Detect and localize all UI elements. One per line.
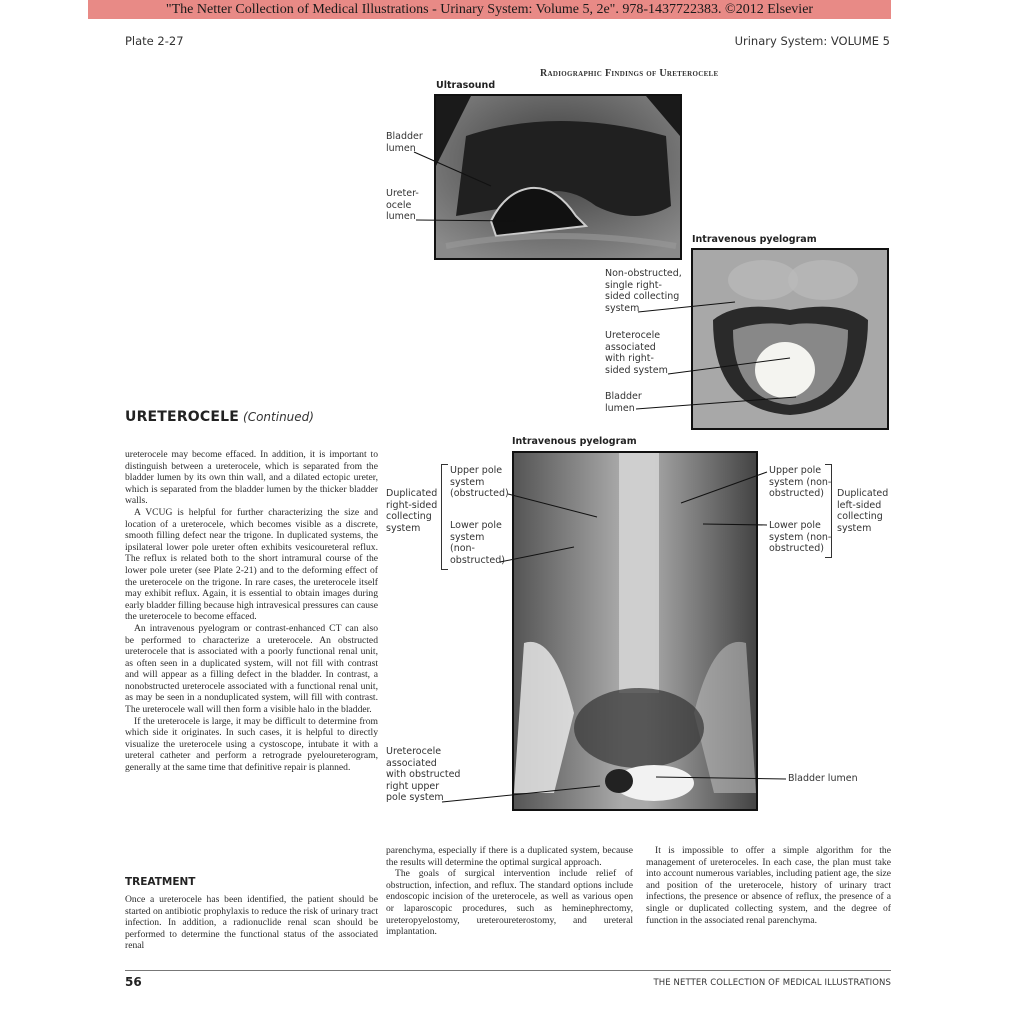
label-bladder-lumen-ivp1: Bladder lumen <box>605 391 642 414</box>
paragraph: A VCUG is helpful for further characterizing the size and location of a ureterocele, which becomes visible as a discrete, smooth filling defect near the trigone. In duplicated systems, the ipsilateral lower pole ureter often exhibits vesicoureteral reflux. The reflux is related both to the short intramural course of the lower pole ureter (see Plate 2-21) and to the deforming effect of the ureterocele on the trigone. In rare cases, the ureterocele itself may exhibit reflux. Again, it is essential to obtain images during early bladder filling because high intravesical pressures can cause the ureterocele to become effaced. <box>125 506 378 623</box>
section-continued: (Continued) <box>243 410 314 424</box>
ivp2-image <box>512 451 758 811</box>
page-number: 56 <box>125 975 142 989</box>
label-ureterocele-right: Ureterocele associated with right- sided system <box>605 330 668 376</box>
footer-rule <box>125 970 891 971</box>
label-right-upper-pole: Upper pole system (non- obstructed) <box>769 465 832 500</box>
column-1 <box>125 449 378 774</box>
treatment-paragraph: Once a ureterocele has been identified, the patient should be started on antibiotic prophylaxis to reduce the risk of urinary tract infection. In addition, a radionuclide renal scan should be performed to determine the functional status of the associated renal <box>125 894 378 952</box>
column-3 <box>646 845 891 926</box>
ultrasound-title: Ultrasound <box>436 80 496 91</box>
label-ureterocele-lumen-us: Ureter- ocele lumen <box>386 188 419 223</box>
label-bladder-lumen-ivp2: Bladder lumen <box>788 773 858 784</box>
label-ureterocele-obstructed: Ureterocele associated with obstructed right upper pole system <box>386 746 461 804</box>
plate-number: Plate 2-27 <box>125 34 184 48</box>
ivp1-title: Intravenous pyelogram <box>692 234 817 245</box>
label-right-lower-pole: Lower pole system (non- obstructed) <box>769 520 832 555</box>
column-2 <box>386 845 633 938</box>
bracket-right <box>825 464 832 558</box>
label-left-upper-pole: Upper pole system (obstructed) <box>450 465 509 500</box>
bracket-left <box>441 464 448 570</box>
paragraph: parenchyma, especially if there is a duplicated system, because the results will determine the optimal surgical approach. <box>386 845 633 868</box>
paragraph: It is impossible to offer a simple algorithm for the management of ureteroceles. In each case, the plan must take into account numerous variables, including patient age, the size and position of the ureterocele, history of urinary tract infections, the presence or absence of reflux, the presence of a single or duplicated collecting system, and the degree of function in the associated renal parenchyma. <box>646 845 891 926</box>
section-title: URETEROCELE <box>125 409 240 425</box>
label-duplicated-right: Duplicated right-sided collecting system <box>386 488 438 534</box>
footer-title: THE NETTER COLLECTION OF MEDICAL ILLUSTRATIONS <box>653 978 891 988</box>
paragraph: An intravenous pyelogram or contrast-enhanced CT can also be performed to characterize a ureterocele. An obstructed ureterocele that is associated with a poorly functional renal unit, as often seen in a duplicated system, will not fill with contrast and will appear as a filling defect in the bladder. In contrast, a nonobstructed ureterocele associated with a functional renal unit, as may be seen in a nonduplicated system, will fill with contrast. The ureterocele wall will then form a visible halo in the bladder. <box>125 622 378 716</box>
citation-banner: "The Netter Collection of Medical Illustrations - Urinary System: Volume 5, 2e". 978-1437722383. ©2012 Elsevier <box>88 0 891 19</box>
figure-title: Radiographic Findings of Ureterocele <box>540 68 719 79</box>
label-non-obstructed-system: Non-obstructed, single right- sided collecting system <box>605 268 682 314</box>
ultrasound-image <box>434 94 682 260</box>
volume-title: Urinary System: VOLUME 5 <box>734 34 890 48</box>
ivp1-image <box>691 248 889 430</box>
treatment-heading: TREATMENT <box>125 876 196 888</box>
paragraph: The goals of surgical intervention include relief of obstruction, infection, and reflux. The standard options include endoscopic incision of the ureterocele, as well as various open or laparoscopic procedures, such as heminephrectomy, ureteropyelostomy, ureteroureterostomy, and ureteral implantation. <box>386 868 633 938</box>
section-heading <box>125 408 314 426</box>
ivp2-title: Intravenous pyelogram <box>512 436 637 447</box>
label-bladder-lumen-us: Bladder lumen <box>386 131 423 154</box>
paragraph: ureterocele may become effaced. In addition, it is important to distinguish between a ureterocele, which is separated from the bladder lumen by its own thin wall, and a dilated ectopic ureter, which is separated from the bladder lumen by the thicker bladder walls. <box>125 449 378 507</box>
label-left-lower-pole: Lower pole system (non- obstructed) <box>450 520 505 566</box>
paragraph: If the ureterocele is large, it may be difficult to determine from which side it originates. In such cases, it is helpful to directly visualize the ureterocele using a cystoscope, intubate it with a ureteral catheter and perform a retrograde pyeloureterogram, generally at the same time that definitive repair is planned. <box>125 715 378 774</box>
label-duplicated-left: Duplicated left-sided collecting system <box>837 488 889 534</box>
